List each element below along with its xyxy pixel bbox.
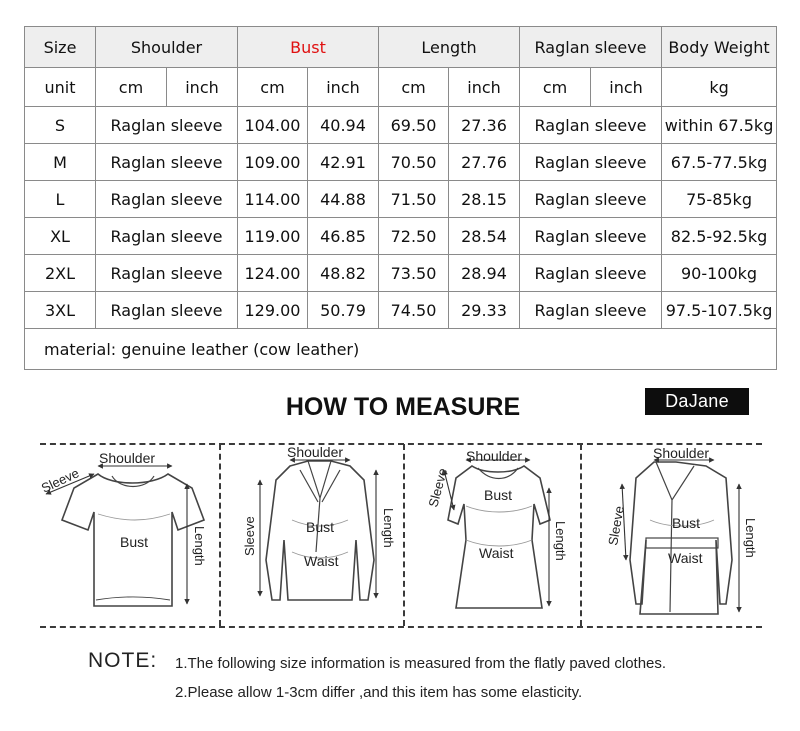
bust-guide [466, 506, 532, 512]
tshirt-hem [96, 597, 170, 600]
cell-size: 2XL [25, 255, 96, 292]
cell-bust-cm: 104.00 [238, 107, 308, 144]
cell-length-cm: 69.50 [379, 107, 449, 144]
cell-bust-inch: 50.79 [308, 292, 379, 329]
cell-length-cm: 71.50 [379, 181, 449, 218]
unit-cell: inch [308, 68, 379, 107]
header-bust: Bust [238, 27, 379, 68]
label-length: Length [553, 521, 568, 561]
cell-length-inch: 27.36 [449, 107, 520, 144]
header-length: Length [379, 27, 520, 68]
cell-shoulder: Raglan sleeve [96, 292, 238, 329]
bust-guide [98, 514, 170, 520]
cell-weight: within 67.5kg [662, 107, 777, 144]
cell-raglan: Raglan sleeve [520, 218, 662, 255]
label-shoulder: Shoulder [466, 448, 523, 464]
trench-coat-diagram [622, 460, 739, 614]
cell-raglan: Raglan sleeve [520, 144, 662, 181]
cell-length-cm: 70.50 [379, 144, 449, 181]
cell-bust-cm: 124.00 [238, 255, 308, 292]
cell-length-cm: 72.50 [379, 218, 449, 255]
header-size: Size [25, 27, 96, 68]
unit-cell: cm [379, 68, 449, 107]
cell-size: 3XL [25, 292, 96, 329]
cell-shoulder: Raglan sleeve [96, 107, 238, 144]
label-sleeve: Sleeve [425, 466, 451, 509]
belt-icon [646, 538, 718, 548]
unit-cell: inch [449, 68, 520, 107]
cell-bust-cm: 119.00 [238, 218, 308, 255]
unit-label: unit [25, 68, 96, 107]
cell-bust-cm: 109.00 [238, 144, 308, 181]
label-sleeve: Sleeve [605, 504, 627, 547]
unit-cell: cm [238, 68, 308, 107]
coat-collar [656, 462, 694, 612]
label-length: Length [381, 508, 396, 548]
cell-length-inch: 28.94 [449, 255, 520, 292]
unit-cell: inch [167, 68, 238, 107]
unit-cell: cm [96, 68, 167, 107]
material-note: material: genuine leather (cow leather) [25, 329, 777, 370]
label-shoulder: Shoulder [653, 445, 710, 461]
header-raglan-sleeve: Raglan sleeve [520, 27, 662, 68]
cell-size: S [25, 107, 96, 144]
cell-bust-inch: 48.82 [308, 255, 379, 292]
label-shoulder: Shoulder [287, 444, 344, 460]
label-bust: Bust [120, 534, 149, 550]
dress-diagram [444, 460, 550, 608]
label-bust: Bust [306, 519, 335, 535]
cell-bust-cm: 129.00 [238, 292, 308, 329]
cell-raglan: Raglan sleeve [520, 181, 662, 218]
label-sleeve: Sleeve [38, 465, 82, 496]
cell-shoulder: Raglan sleeve [96, 144, 238, 181]
cell-bust-inch: 42.91 [308, 144, 379, 181]
cell-shoulder: Raglan sleeve [96, 218, 238, 255]
cell-weight: 90-100kg [662, 255, 777, 292]
cell-raglan: Raglan sleeve [520, 255, 662, 292]
label-waist: Waist [479, 545, 514, 561]
label-bust: Bust [484, 487, 513, 503]
header-body-weight: Body Weight [662, 27, 777, 68]
cell-size: L [25, 181, 96, 218]
cell-bust-inch: 40.94 [308, 107, 379, 144]
cell-length-inch: 29.33 [449, 292, 520, 329]
cell-shoulder: Raglan sleeve [96, 181, 238, 218]
label-length: Length [192, 526, 207, 566]
cell-weight: 97.5-107.5kg [662, 292, 777, 329]
how-to-measure-title: HOW TO MEASURE [285, 393, 521, 421]
label-sleeve: Sleeve [242, 516, 257, 556]
label-waist: Waist [304, 553, 339, 569]
cell-weight: 75-85kg [662, 181, 777, 218]
label-length: Length [743, 518, 758, 558]
label-bust: Bust [672, 515, 701, 531]
cell-length-cm: 74.50 [379, 292, 449, 329]
header-shoulder: Shoulder [96, 27, 238, 68]
brand-logo: DaJane [645, 388, 749, 415]
cell-length-inch: 28.15 [449, 181, 520, 218]
note-line-1: 1.The following size information is measured from the flatly paved clothes. [175, 655, 667, 672]
cell-length-cm: 73.50 [379, 255, 449, 292]
unit-cell: kg [662, 68, 777, 107]
cell-bust-inch: 46.85 [308, 218, 379, 255]
note-label: NOTE: [88, 649, 158, 672]
unit-cell: inch [591, 68, 662, 107]
unit-cell: cm [520, 68, 591, 107]
cell-raglan: Raglan sleeve [520, 107, 662, 144]
cell-bust-cm: 114.00 [238, 181, 308, 218]
note-line-2: 2.Please allow 1-3cm differ ,and this item has some elasticity. [175, 684, 583, 701]
dress-neckline [478, 468, 518, 479]
label-shoulder: Shoulder [99, 450, 156, 466]
cell-raglan: Raglan sleeve [520, 292, 662, 329]
cell-length-inch: 28.54 [449, 218, 520, 255]
cell-size: XL [25, 218, 96, 255]
cell-length-inch: 27.76 [449, 144, 520, 181]
cell-bust-inch: 44.88 [308, 181, 379, 218]
cell-weight: 67.5-77.5kg [662, 144, 777, 181]
blazer-lapel [300, 461, 340, 552]
cell-shoulder: Raglan sleeve [96, 255, 238, 292]
cell-size: M [25, 144, 96, 181]
cell-weight: 82.5-92.5kg [662, 218, 777, 255]
label-waist: Waist [668, 550, 703, 566]
